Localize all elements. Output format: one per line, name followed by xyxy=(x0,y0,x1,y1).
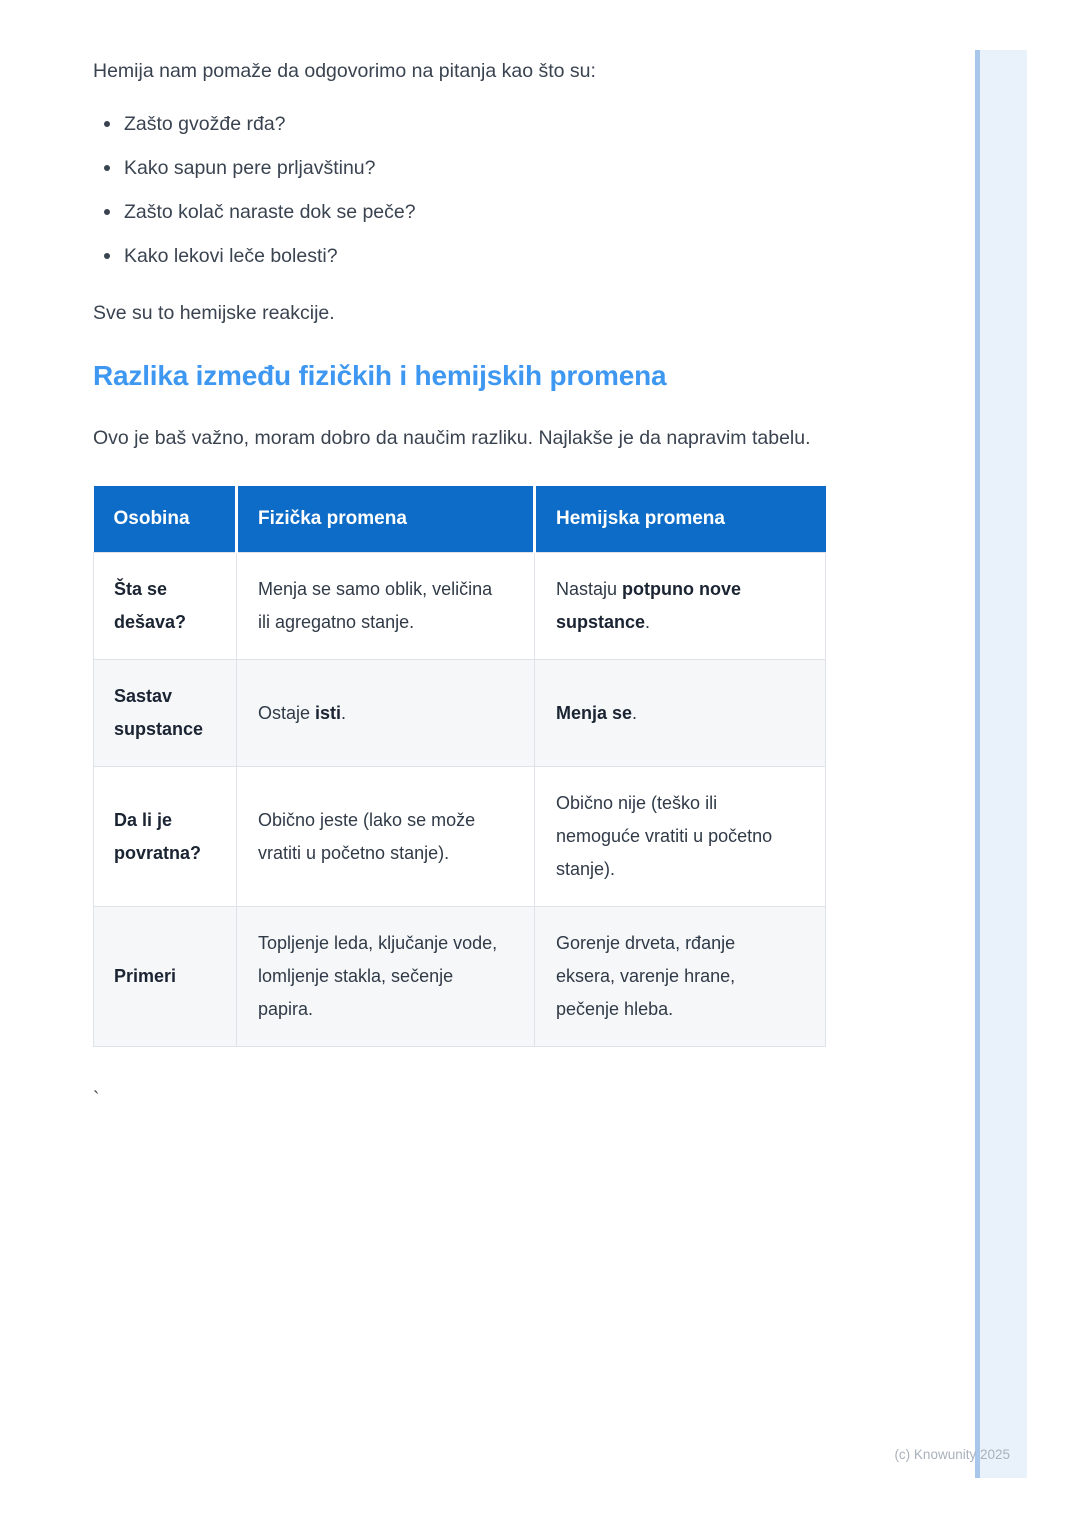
list-item xyxy=(93,156,825,180)
list-item-text: Kako lekovi leče bolesti? xyxy=(124,245,338,267)
section-intro-paragraph: Ovo je baš važno, moram dobro da naučim razliku. Najlakše je da napravim tabelu. xyxy=(93,427,811,449)
row-label: Primeri xyxy=(94,907,237,1047)
intro-paragraph: Hemija nam pomaže da odgovorimo na pitanja kao što su: xyxy=(93,60,596,82)
table-cell: Nastaju potpuno nove supstance. xyxy=(535,553,826,660)
table-cell: Topljenje leda, ključanje vode, lomljenje stakla, sečenje papira. xyxy=(237,907,535,1047)
table-cell: Menja se samo oblik, veličina ili agregatno stanje. xyxy=(237,553,535,660)
table-row xyxy=(94,767,826,907)
table-row xyxy=(94,553,826,660)
list-item xyxy=(93,112,825,136)
right-margin-stripe xyxy=(975,50,1027,1478)
table-cell: Obično jeste (lako se može vratiti u početno stanje). xyxy=(237,767,535,907)
column-header: Hemijska promena xyxy=(535,486,826,553)
bullet-icon xyxy=(104,121,110,127)
table-cell: Gorenje drveta, rđanje eksera, varenje hrane, pečenje hleba. xyxy=(535,907,826,1047)
list-item-text: Kako sapun pere prljavštinu? xyxy=(124,157,376,179)
list-item xyxy=(93,244,825,268)
stray-character: ` xyxy=(93,1089,100,1110)
bullet-icon xyxy=(104,209,110,215)
table-cell: Ostaje isti. xyxy=(237,660,535,767)
footer-copyright: (c) Knowunity 2025 xyxy=(894,1447,1010,1462)
table-header-row xyxy=(94,486,826,553)
comparison-table-body xyxy=(94,553,826,1047)
column-header: Osobina xyxy=(94,486,237,553)
section-heading: Razlika između fizičkih i hemijskih promena xyxy=(93,360,667,391)
conclusion-paragraph: Sve su to hemijske reakcije. xyxy=(93,302,335,324)
table-row xyxy=(94,907,826,1047)
bullet-icon xyxy=(104,253,110,259)
bullet-icon xyxy=(104,165,110,171)
row-label: Sastav supstance xyxy=(94,660,237,767)
row-label: Da li je povratna? xyxy=(94,767,237,907)
list-item-text: Zašto kolač naraste dok se peče? xyxy=(124,201,416,223)
table-cell: Menja se. xyxy=(535,660,826,767)
column-header: Fizička promena xyxy=(237,486,535,553)
row-label: Šta se dešava? xyxy=(94,553,237,660)
questions-list xyxy=(93,112,825,268)
list-item xyxy=(93,200,825,224)
content-column xyxy=(93,56,825,1111)
table-row xyxy=(94,660,826,767)
list-item-text: Zašto gvožđe rđa? xyxy=(124,113,286,135)
table-cell: Obično nije (teško ili nemoguće vratiti u početno stanje). xyxy=(535,767,826,907)
comparison-table xyxy=(93,486,826,1047)
